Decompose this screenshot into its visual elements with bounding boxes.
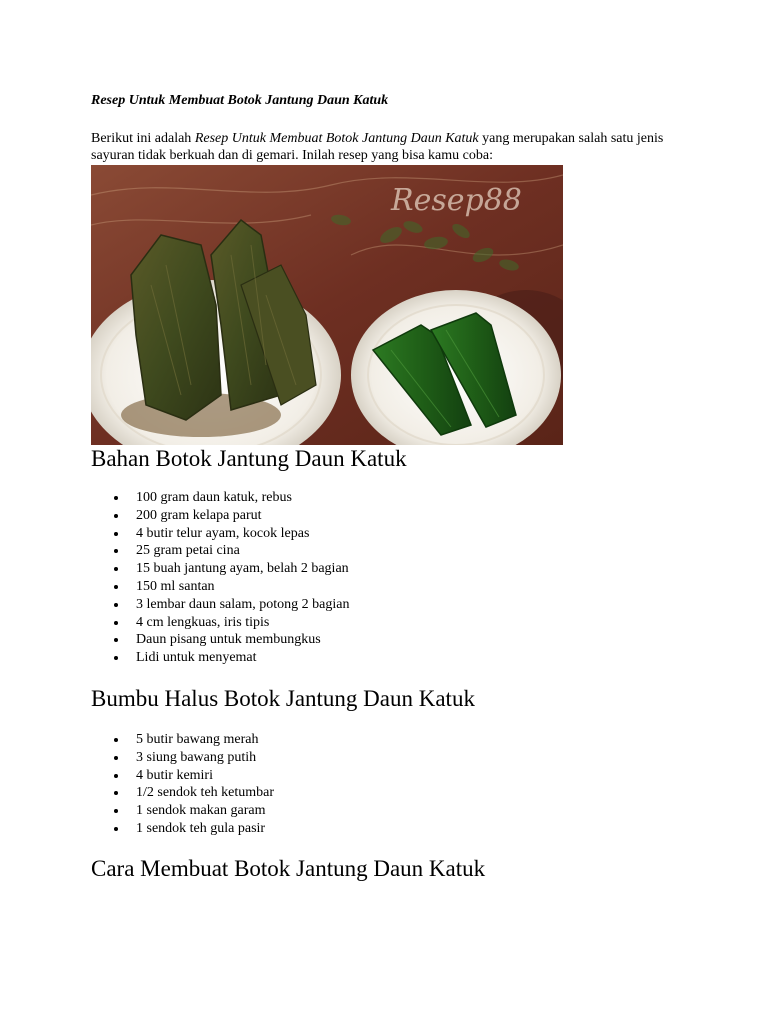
list-item: 15 buah jantung ayam, belah 2 bagian <box>91 560 349 578</box>
list-item: Daun pisang untuk membungkus <box>91 631 349 649</box>
list-item: 1 sendok teh gula pasir <box>91 820 274 838</box>
intro-emphasis: Resep Untuk Membuat Botok Jantung Daun Katuk <box>194 131 479 146</box>
list-item: 5 butir bawang merah <box>91 731 274 749</box>
list-item: 4 butir kemiri <box>91 767 274 785</box>
cara-heading: Cara Membuat Botok Jantung Daun Katuk <box>91 856 486 881</box>
bumbu-list <box>91 731 274 838</box>
list-item: 150 ml santan <box>91 578 349 596</box>
list-item: 1/2 sendok teh ketumbar <box>91 784 274 802</box>
intro-prefix: Berikut ini adalah <box>91 131 195 146</box>
list-item: 1 sendok makan garam <box>91 802 274 820</box>
bumbu-heading: Bumbu Halus Botok Jantung Daun Katuk <box>91 686 475 711</box>
list-item: 4 butir telur ayam, kocok lepas <box>91 525 349 543</box>
list-item: 200 gram kelapa parut <box>91 507 349 525</box>
list-item: Lidi untuk menyemat <box>91 649 349 667</box>
photo-watermark: Resep88 <box>391 183 522 218</box>
botok-photo <box>91 165 563 445</box>
list-item: 4 cm lengkuas, iris tipis <box>91 614 349 632</box>
list-item: 3 siung bawang putih <box>91 749 274 767</box>
list-item: 3 lembar daun salam, potong 2 bagian <box>91 596 349 614</box>
document-title: Resep Untuk Membuat Botok Jantung Daun Katuk <box>91 93 389 108</box>
intro-suffix: yang merupakan salah satu jenis sayuran tidak berkuah dan di gemari. Inilah resep yang bisa kamu coba: <box>91 131 664 163</box>
intro-paragraph <box>91 130 691 164</box>
list-item: 100 gram daun katuk, rebus <box>91 489 349 507</box>
bahan-heading: Bahan Botok Jantung Daun Katuk <box>91 446 407 471</box>
bahan-list <box>91 489 349 667</box>
list-item: 25 gram petai cina <box>91 542 349 560</box>
